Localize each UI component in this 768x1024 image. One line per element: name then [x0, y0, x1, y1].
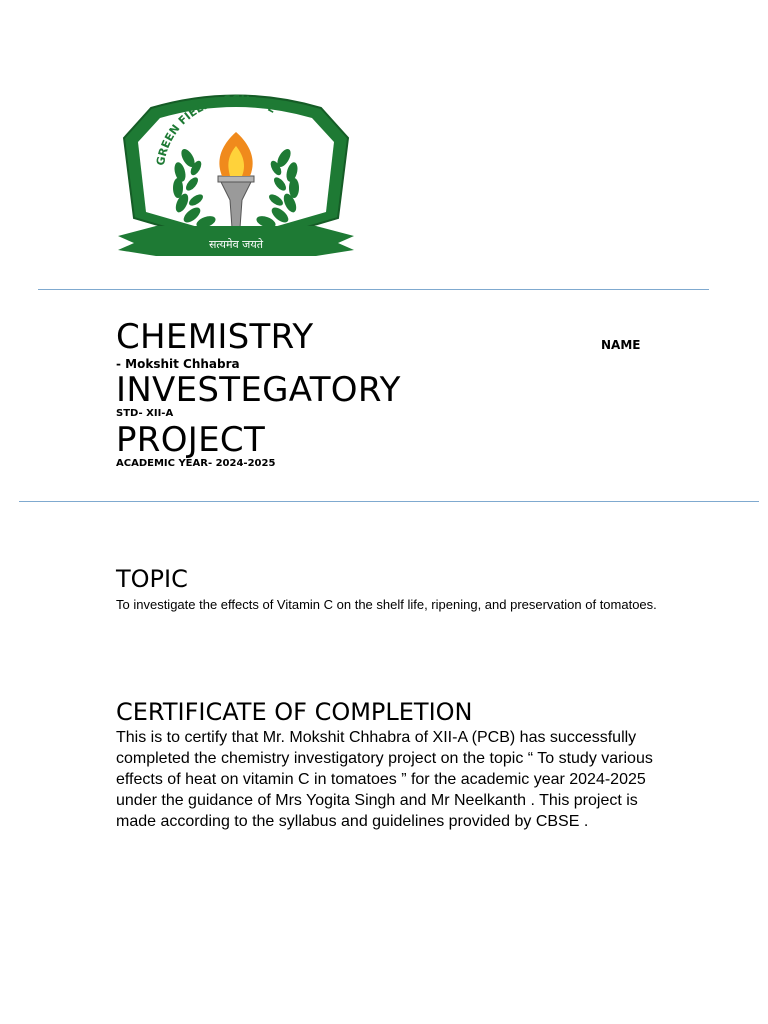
student-class: STD- XII-A [116, 408, 174, 419]
certificate-heading: CERTIFICATE OF COMPLETION [116, 698, 473, 726]
title-line-2: INVESTEGATORY [116, 370, 401, 410]
author-name: - Mokshit Chhabra [116, 357, 240, 371]
top-divider [38, 289, 709, 290]
school-crest-icon [116, 88, 356, 263]
middle-divider [19, 501, 759, 502]
name-label: NAME [601, 338, 641, 352]
certificate-text: This is to certify that Mr. Mokshit Chhabra of XII-A (PCB) has successfully completed the chemistry investigatory project on the topic “ To study various effects of heat on vitamin C in tomatoes ” for the academic year 2024-2025 under the guidance of Mrs Yogita Singh and Mr Neelkanth . This project is made according to the syllabus and guidelines provided by CBSE . [116, 729, 653, 830]
title-line-3: PROJECT [116, 420, 266, 460]
school-name: GREEN FIELDS SCHOOL [153, 92, 278, 167]
academic-year: ACADEMIC YEAR- 2024-2025 [116, 458, 276, 469]
topic-text: To investigate the effects of Vitamin C on the shelf life, ripening, and preservation of tomatoes. [116, 597, 657, 612]
school-logo [116, 88, 356, 263]
school-motto: सत्यमेव जयते [208, 238, 264, 251]
title-line-1: CHEMISTRY [116, 317, 314, 357]
topic-heading: TOPIC [116, 565, 188, 593]
